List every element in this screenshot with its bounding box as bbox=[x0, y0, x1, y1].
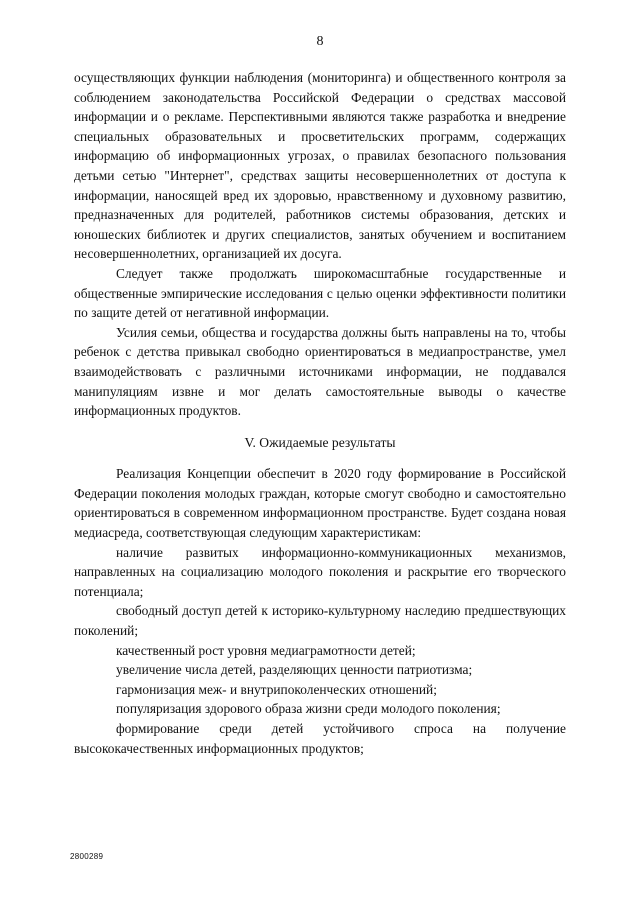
list-item-patriotism: увеличение числа детей, разделяющих ценности патриотизма; bbox=[116, 662, 473, 678]
list-item-mechanisms: наличие развитых информационно-коммуникационных механизмов, направленных на социализацию молодого поколения и раскрытие его творческого потенциала; bbox=[74, 544, 566, 599]
list-item-quality-demand: формирование среди детей устойчивого спроса на получение высококачественных информационных продуктов; bbox=[74, 721, 566, 756]
paragraph-implementation: Реализация Концепции обеспечит в 2020 году формирование в Российской Федерации поколения молодых граждан, которые смогут свободно и самостоятельно ориентироваться в современном информационном пространстве. Будет создана новая медиасреда, соответствующая следующим характеристикам: bbox=[74, 466, 566, 541]
document-code: 2800289 bbox=[70, 852, 104, 861]
paragraph-continuation: осуществляющих функции наблюдения (мониторинга) и общественного контроля за соблюдением законодательства Российской Федерации о средствах массовой информации и о рекламе. Перспективными являются также разработка и внедрение специальных образовательных и просветительских программ, содержащих информацию об информационных угрозах, о правилах безопасного пользования детьми сетью "Интернет", средствах защиты несовершеннолетних от доступа к информации, наносящей вред их здоровью, нравственному и духовному развитию, предназначенных для родителей, работников системы образования, детских и юношеских библиотек и других специалистов, занятых обучением и воспитанием несовершеннолетних, организацией их досуга. bbox=[74, 70, 566, 262]
document-body bbox=[74, 68, 566, 758]
paragraph-efforts: Усилия семьи, общества и государства должны быть направлены на то, чтобы ребенок с детства привыкал свободно ориентироваться в медиапространстве, умел взаимодействовать с различными источниками информации, не поддавался манипуляциям извне и мог делать самостоятельные выводы о качестве информационных продуктов. bbox=[74, 324, 566, 419]
list-item-heritage-access: свободный доступ детей к историко-культурному наследию предшествующих поколений; bbox=[74, 603, 566, 639]
list-item-generations: гармонизация меж- и внутрипоколенческих отношений; bbox=[116, 681, 437, 697]
page-number: 8 bbox=[316, 34, 324, 49]
list-item-healthy-lifestyle: популяризация здорового образа жизни среди молодого поколения; bbox=[116, 701, 501, 717]
section-heading: V. Ожидаемые результаты bbox=[244, 434, 396, 450]
list-item-media-literacy: качественный рост уровня медиаграмотности детей; bbox=[116, 642, 416, 658]
paragraph-research: Следует также продолжать широкомасштабные государственные и общественные эмпирические исследования с целью оценки эффективности политики по защите детей от негативной информации. bbox=[74, 265, 566, 321]
